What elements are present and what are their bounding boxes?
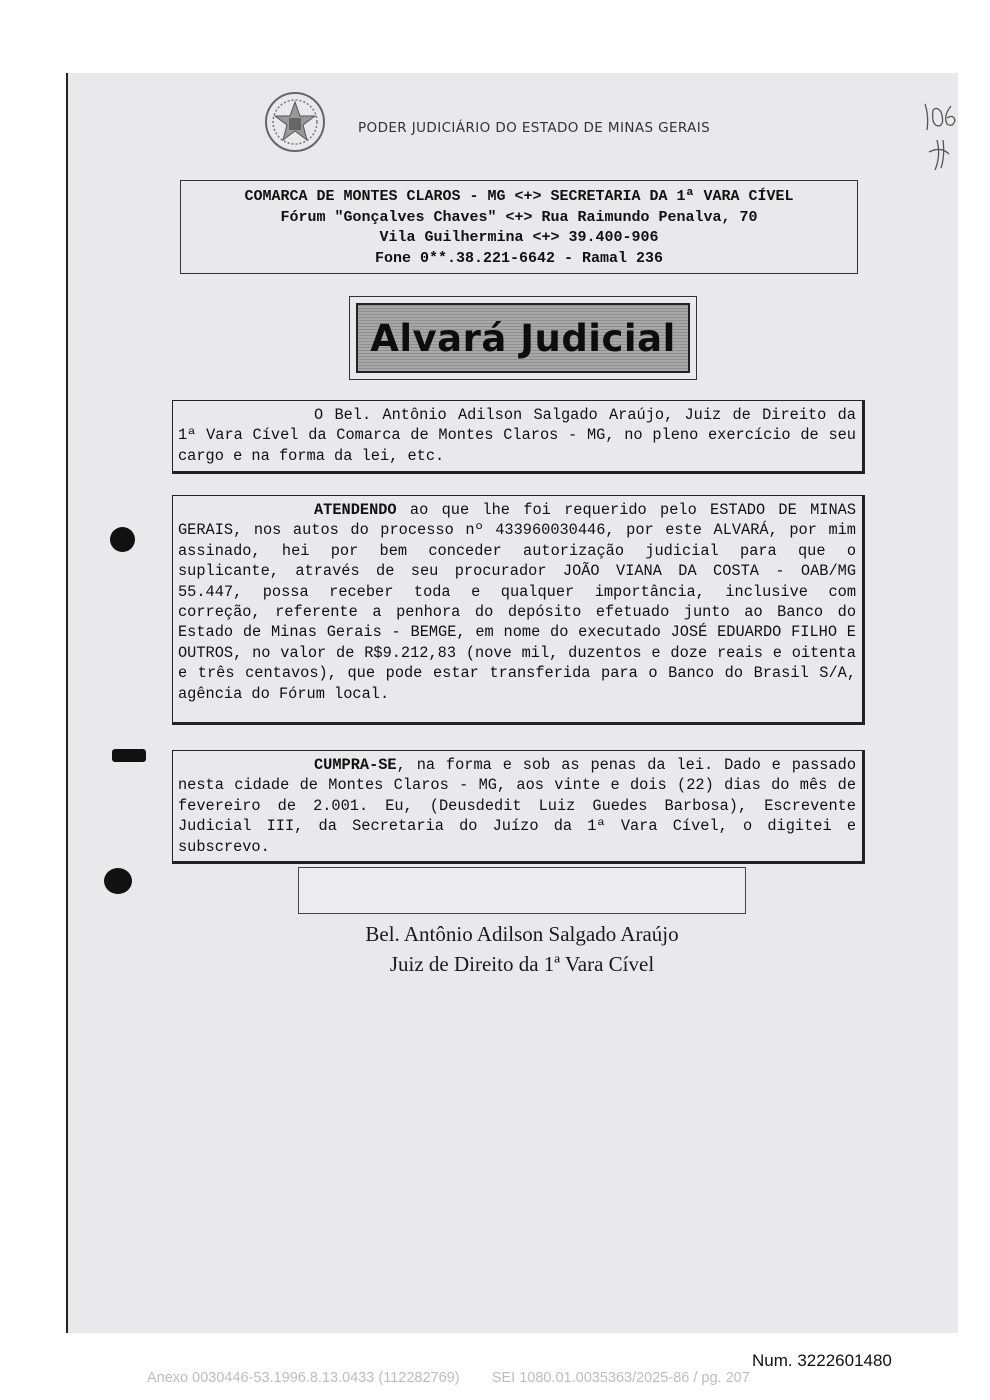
- judge-introduction-box: [172, 400, 865, 474]
- closing-paragraph: [178, 755, 856, 857]
- punch-hole-mark: [112, 749, 146, 762]
- judge-name: Bel. Antônio Adilson Salgado Araújo: [365, 922, 679, 946]
- judge-introduction: O Bel. Antônio Adilson Salgado Araújo, Juiz de Direito da 1ª Vara Cível da Comarca de Montes Claros - MG, no pleno exercício de seu cargo e na forma da lei, etc.: [178, 406, 856, 465]
- authorization-box: [172, 495, 865, 725]
- court-line-2: Fórum "Gonçalves Chaves" <+> Rua Raimundo Penalva, 70: [280, 208, 758, 226]
- document-title-frame: [349, 296, 697, 380]
- court-line-1: COMARCA DE MONTES CLAROS - MG <+> SECRETARIA DA 1ª VARA CÍVEL: [244, 188, 794, 205]
- document-number: Num. 3222601480: [752, 1351, 892, 1370]
- punch-hole-mark: [104, 868, 132, 894]
- court-line-3: Vila Guilhermina <+> 39.400-906: [379, 229, 659, 246]
- authorization-lead: ATENDENDO: [314, 501, 397, 519]
- authorization-paragraph: [178, 500, 856, 704]
- coat-of-arms-icon: [263, 90, 327, 154]
- footer-left: Anexo 0030446-53.1996.8.13.0433 (112282769): [147, 1370, 460, 1386]
- punch-hole-mark: [110, 527, 135, 552]
- handwritten-page-mark: [915, 96, 965, 176]
- closing-lead: CUMPRA-SE: [314, 756, 397, 774]
- document-title: Alvará Judicial: [370, 316, 676, 360]
- judge-role: Juiz de Direito da 1ª Vara Cível: [389, 952, 655, 976]
- court-address-box: [180, 180, 858, 274]
- court-line-4: Fone 0**.38.221-6642 - Ramal 236: [374, 249, 664, 267]
- footer-right: SEI 1080.01.0035363/2025-86 / pg. 207: [491, 1370, 750, 1386]
- signature-box: [298, 867, 746, 914]
- closing-box: [172, 750, 865, 864]
- authorization-text: ao que lhe foi requerido pelo ESTADO DE MINAS GERAIS, nos autos do processo nº 433960030446, por este ALVARÁ, por mim assinado, hei por bem conceder autorização judicial para que o suplicante, através de seu procurador JOÃO VIANA DA COSTA - OAB/MG 55.447, possa receber toda e qualquer importância, inclusive com correção, referente a penhora do depósito efetuado junto ao Banco do Estado de Minas Gerais - BEMGE, em nome do executado JOSÉ EDUARDO FILHO E OUTROS, no valor de R$9.212,83 (nove mil, duzentos e doze reais e oitenta e três centavos), que pode estar transferida para o Banco do Brasil S/A, agência do Fórum local.: [178, 501, 856, 703]
- footer-line: [147, 1370, 750, 1386]
- organization-header: PODER JUDICIÁRIO DO ESTADO DE MINAS GERAIS: [358, 120, 711, 136]
- closing-text: , na forma e sob as penas da lei. Dado e passado nesta cidade de Montes Claros - MG, aos vinte e dois (22) dias do mês de fevereiro de 2.001. Eu, (Deusdedit Luiz Guedes Barbosa), Escrevente Judicial III, da Secretaria do Juízo da 1ª Vara Cível, o digitei e subscrevo.: [178, 756, 856, 856]
- document-title-banner: [356, 303, 690, 373]
- scan-edge: [66, 73, 68, 1333]
